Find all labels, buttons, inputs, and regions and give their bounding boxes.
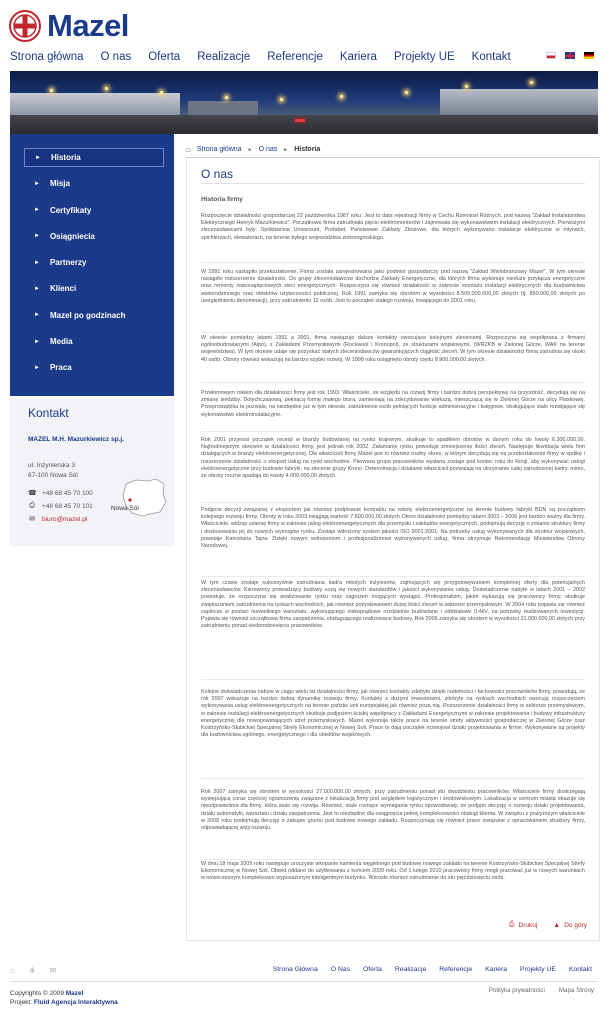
bullet-icon: ► (34, 285, 40, 292)
contact-address (28, 461, 78, 480)
banner-lamp (50, 89, 53, 92)
sidebar-item-misja[interactable] (24, 174, 164, 193)
footer-nav-about[interactable]: O Nas (330, 966, 350, 973)
bullet-icon: ► (34, 259, 40, 266)
sidebar-item-label: Klienci (49, 284, 77, 294)
contact-title: Kontakt (28, 406, 69, 420)
paragraph-divider (201, 502, 585, 503)
contact-box (10, 398, 174, 546)
contact-email-link[interactable]: biuro@mazel.pl (42, 515, 88, 523)
phone-icon: ☎ (28, 490, 37, 497)
page-title: O nas (201, 167, 234, 181)
paragraph-divider (201, 431, 585, 432)
footer-divider (10, 981, 598, 982)
contact-fax (28, 502, 93, 510)
mail-icon: ✉ (29, 516, 35, 523)
footer-nav-eu-projects[interactable]: Projekty UE (520, 966, 556, 973)
footer-nav-contact[interactable]: Kontakt (568, 966, 592, 973)
paragraph-divider (201, 679, 585, 680)
logo[interactable] (9, 10, 129, 42)
footer-nav-offer[interactable]: Oferta (363, 966, 382, 973)
content-actions (509, 921, 587, 929)
sidebar-item-label: Partnerzy (49, 258, 87, 268)
home-icon[interactable]: ⌂ (186, 145, 191, 154)
contact-phone (28, 489, 93, 497)
back-to-top-button[interactable] (553, 921, 587, 929)
footer-icons (10, 966, 56, 975)
project-agency-link[interactable]: Fluid Agencja Interaktywna (33, 999, 118, 1006)
history-paragraph: Rozpoczęcie działalności gospodarczej 22 października 1987 roku. Jest to data rejestracji firmy w Cechu Rzemiosł Różnych, pod nazwą "Zakład Instalatorstwa Elektrycznego Henryk Mazurkiewicz". Początkowo firma zatrudniała pięciu elektromonterów i zajmowała się wykonawstwem instalacji elektrycznych. Pierwszymi zleceniodawcami były: Spółdzielnia Universum, Prefabet, Państwowe Zakłady Zbożowe, dla których wykonywano instalacje elektryczne w młynach, spichlerzach, elewatorach, na terenie byłego województwa zielonogórskiego. (201, 213, 585, 241)
bullet-icon: ► (35, 154, 41, 161)
paragraph-divider (201, 262, 585, 263)
nav-career[interactable]: Kariera (339, 51, 377, 63)
section-title: Historia firmy (201, 196, 243, 203)
banner-lamp (530, 81, 533, 84)
paragraph-divider (201, 576, 585, 577)
nav-home[interactable]: Strona główna (10, 51, 84, 63)
sidebar-item-po-godzinach[interactable] (24, 306, 164, 325)
paragraph-divider (201, 332, 585, 333)
contact-phone-value: +48 68 45 70 100 (42, 489, 93, 497)
bullet-icon: ► (34, 180, 40, 187)
breadcrumb-separator-icon: ► (247, 146, 253, 153)
footer-bar (10, 963, 598, 977)
bullet-icon: ► (34, 364, 40, 371)
print-button[interactable] (509, 921, 537, 929)
banner-lamp (225, 96, 228, 99)
sidebar-item-media[interactable] (24, 332, 164, 351)
sidebar-item-klienci[interactable] (24, 279, 164, 298)
sidebar-item-praca[interactable] (24, 358, 164, 377)
nav-eu-projects[interactable]: Projekty UE (393, 51, 455, 63)
history-paragraph: Rok 2001 przynosi początek recesji w branży budowlanej na rynku krajowym, skutkuje to spadkiem obrotów w danym roku do kwoty 6.300.000,00. Najtrudniejszym okresem w działalności firmy, jest jednak rok 2002. Załamanie rynku powoduje zmniejszenie ilości zleceń. Następuje likwidacja wielu firm działających w branży elektroenergetycznej. Dla właścicieli firmy Mazel jest to również trudny okres, w którym decydują się na przekształcenie firmy w spółkę i rozszerzenie działalności o eksport usług na rynki wschodnie. Pierwsza grupa pracowników wysłana zostaje pod koniec roku do Rosji, aby wykonywać usługi elektroenergetyczne przy budowie fabryki, na zlecenie grupy Krono. Determinacja i działanie właścicieli pozwalają na utrzymanie całej zatrudnionej kadry, mimo, że obroty roczne spadają do kwoty 4.000.000,00 złotych. (201, 437, 585, 480)
footer-nav-references[interactable]: Referencje (439, 966, 473, 973)
arrow-up-icon: ▲ (553, 921, 561, 929)
footer-nav-career[interactable]: Kariera (485, 966, 508, 973)
fax-icon: ⎙ (29, 502, 35, 509)
banner-lamp (160, 91, 163, 94)
nav-projects[interactable]: Realizacje (197, 51, 251, 63)
footer-nav (273, 966, 592, 973)
sidebar-item-label: Misja (49, 179, 70, 189)
paragraph-divider (201, 859, 585, 860)
bullet-icon: ► (34, 338, 40, 345)
nav-contact[interactable]: Kontakt (471, 51, 511, 63)
sidebar-item-label: Osiągniecia (49, 231, 95, 241)
history-paragraph: W okresie pomiędzy latami 1991 a 2001, firma nawiązuje dalsze kontakty owocujące kolejnymi zleceniami. Rozpoczyna się współpraca z firmami ogólnobudowlanymi (Alpo), z Zakładami Przemysłowymi (Rockwool i Kronopol), ze strukturami wojskowymi, (WRZKB w Zielonej Górze, WAK na terenie województwa). W tym okresie udaje się pozyskać stałych zleceniodawców gwarantujących ciągłość zleceń. W tym okresie działalności firma zatrudnia się około 40 osób. Obroty również wskazują na bardzo szybki rozwój. W 1998 roku osiągnięto obroty rzędu 8.900.000,00 złotych. (201, 335, 585, 363)
header-banner (10, 71, 598, 134)
banner-building-mid (188, 101, 258, 115)
home-icon[interactable]: ⌂ (10, 965, 15, 975)
sidebar-item-label: Media (49, 337, 73, 347)
banner-lamp (405, 91, 408, 94)
title-divider (201, 183, 585, 184)
main-nav (10, 51, 528, 63)
banner-lamp (465, 85, 468, 88)
paragraph-divider (201, 382, 585, 383)
sidebar-item-certyfikaty[interactable] (24, 201, 164, 220)
pl-flag-icon[interactable] (546, 52, 556, 59)
contact-city: 67-100 Nowa Sól (28, 471, 78, 479)
banner-lamp (105, 87, 108, 90)
sidebar-nav (10, 134, 174, 396)
breadcrumb-divider (186, 157, 600, 158)
banner-car (295, 119, 305, 122)
language-switcher (546, 52, 594, 59)
copyright-text: Copyrights © 2009 (10, 990, 64, 997)
contact-company: MAZEL M.H. Mazurkiewicz sp.j. (28, 436, 124, 443)
history-paragraph: W tym czasie zostaje sukcesywnie zatrudniana kadra młodych inżynierów, zajmujących się przygotowywaniem kompletnej oferty dla potencjalnych zleceniodawców. Kierownicy prowadzący budowy uczą się nowych standardów i jakości wykonywania usług. Doświadczenie nabyte w latach 2001 – 2002 powoduje, że rozpoczyna się analizowanie rynku oraz zagrożeń mogących wystąpić. Profesjonalizm, jakim wykazują się pracownicy firmy, skutkuje zwiększaniem zatrudnienia na rynkach wschodnich, jak również pozyskiwaniem dużej ilości zleceń w sektorze przemysłowym. W 2004 roku pojawia się również zaplecze w postaci niewielkiego warsztatu, wykonującego niskoprądowe rozdzielnie budowlane i oddziałowe 0,4kV, na potrzeby realizowanych inwestycji. Pojawia się również szczątkowa firma zaopatrzenia, obsługującego realizowane budowy. Rok 2006 zamyka się obrotem w wysokości 21.000.000,00 złotych przy zatrudnieniu ponad siedemdziesięciu pracowników. (201, 580, 585, 630)
main-content (186, 159, 600, 941)
bullet-icon: ► (34, 207, 40, 214)
sidebar-item-osiagniecia[interactable] (24, 227, 164, 246)
banner-lamp (280, 98, 283, 101)
printer-icon: ⎙ (508, 921, 515, 928)
footer-nav-projects[interactable]: Realizacje (394, 966, 427, 973)
en-flag-icon[interactable] (565, 52, 575, 59)
sidebar-item-partnerzy[interactable] (24, 253, 164, 272)
de-flag-icon[interactable] (584, 52, 594, 59)
breadcrumb-separator-icon: ► (283, 146, 289, 153)
copyright-brand: Mazel (65, 990, 84, 997)
contact-email (28, 515, 87, 523)
banner-building-left (10, 93, 180, 115)
sitemap-link[interactable]: Mapa Strony (558, 987, 594, 994)
banner-road (10, 115, 598, 134)
sitemap-icon[interactable]: ⋔ (28, 965, 36, 975)
history-paragraph: Podjęcie decyzji związanej z eksportem jak również podpisanie kontraktu na roboty elektroenergetyczne na terenie budowy fabryki BDN są początkiem kolejnego rozwoju firmy. Obroty w roku 2003 osiągają wartość 7.600.000,00 złotych.Okres działalności pomiędzy latami 2003 – 2006 jest bardzo ważny dla firmy. Właściciele, widząc szansę firmy w zakresie usług elektroenergetycznych dla przemysłu i zakładów energetycznych, podejmują decyzję o zmianie struktury firmy i dostosowaniu jej do nowych wymogów rynku. Zostaje wdrożony system jakości ISO 9001:2001. Na potrzeby usług wykonywanych dla struktur wojskowych, powstaje Kancelaria Tajna. Dzięki nowym wdrożeniom i profesjonalizmowi wykonywanych usług, firma otrzymuje Rekomendację Ministerstwa Obrony Narodowej. (201, 507, 585, 550)
bullet-icon: ► (34, 233, 40, 240)
cross-circle-icon (9, 10, 41, 42)
breadcrumb (186, 145, 320, 154)
nav-about[interactable]: O nas (100, 51, 132, 63)
legal-links (489, 987, 594, 994)
breadcrumb-parent[interactable]: O nas (258, 146, 278, 153)
mail-icon[interactable]: ✉ (49, 965, 57, 975)
breadcrumb-home[interactable]: Strona główna (196, 146, 242, 153)
history-paragraph: Kolejne doświadczenia nabyte w ciągu wielu lat działalności firmy, jak również kontakty zdobyte dzięki rzetelności i fachowości pracowników firmy, powodują, że rok 2007 wskazuje na bardzo dobrą dynamikę rozwoju firmy. Kontakty z dużymi inwestorami, zdobyte na rynkach wschodnich owocują rozpoczęciem wykonywania usług elektroenergetycznych na terenie państw unii europejskiej jak również poza nią. Rozszerzenie działalności firmy w sektorze przemysłowym, w zakresie instalacji elektroenergetycznych skutkuje podjęciem ścisłej współpracy z Zakładami Energetycznymi w zakresie projektowania i budowy infrastruktury energetycznej dla nowopowstających stref przemysłowych. Mazel wykonuje także prace na terenie strefy aktywności gospodarczej w Zielonej Górze oraz Kostrzyńsko-Słubickiej Specjalnej Strefy Ekonomicznej w Nowej Soli. Prace te dają początek rozwojowi działu projektowania w firmie. Wykonywane są projekty dla budownictwa ogólnego, energetycznego i dla obiektów wojskowych. (201, 689, 585, 739)
print-label: Drukuj (518, 921, 538, 929)
top-label: Do góry (564, 921, 587, 929)
privacy-policy-link[interactable]: Polityka prywatności (488, 987, 545, 994)
footer-nav-home[interactable]: Strona Główna (272, 966, 318, 973)
nav-offer[interactable]: Oferta (148, 51, 181, 63)
map-label: Nowa Sól (111, 505, 139, 512)
copyright (10, 989, 118, 1007)
history-paragraph: Przełomowym rokiem dla działalności firmy jest rok 1993. Właściciele, ze względu na rozwój firmy i bardzo dobrą perspektywę na przyszłość, decydują się na zmianę siedziby. Dotychczasową, pełniącą formę małego biura, zamieniają na zdecydowanie większą, mieszczącą się w Zielonej Górze na ulicy Piaskowej. Przeprowadzka ta pozwala, na niezbędne już w tym okresie, zatrudnienie osób pełniących funkcje administracyjne i księgowe, obsługujące stale rozwijające się wykonawstwo elektroinstalacyjne. (201, 390, 585, 418)
history-paragraph: W 1991 roku nastąpiło przekształcenie. Firma została zarejestrowana jako podmiot gospodarczy pod nazwą "Zakład Wielobranżowy Mazel". W tym okresie nastąpiło rozszerzenie działalności. Do grupy zleceniodawców dochodzą Zakłady Energetyczne, dla których firma wykonuje nieduże przyłącza energetyczne oraz remonty niskonapięciowych sieci energetycznych. Rozpoczyna się również działalność w zakresie montażu instalacji elektrycznych dla budownictwa wielorodzinnego oraz obiektów użyteczności publicznej. Rok 1991 zamyka się obrotem w wysokości 8.500.000.000,00 złotych (tj. 850.000,00 złotych po uwzględnieniu denominacji), przy zatrudnieniu 12 osób. Jest to początek stałego rozwoju, trwającego do 2001 roku. (201, 269, 585, 304)
paragraph-divider (201, 778, 585, 779)
sidebar-item-label: Mazel po godzinach (49, 310, 126, 320)
contact-fax-value: +48 68 45 70 101 (42, 502, 93, 510)
project-label: Projekt: (10, 999, 33, 1006)
sidebar-item-label: Praca (49, 363, 72, 373)
sidebar-item-label: Certyfikaty (49, 205, 92, 215)
history-paragraph: Rok 2007 zamyka się obrotem w wysokości 27.000.000,00 złotych, przy zatrudnieniu ponad stu dwudziestu pracowników. Właściciele firmy dostrzegają występującą coraz częściej ograniczenia związane z lokalizacją firmy pod względem logistycznym i środowiskowym. Lokalizacja w centrum miasta okazuje się nieodpowiednia dla firmy, która stale się rozwija. Również, stale rosnące wymagania rynku spowodowały, że podjęto decyzję o rozwoju działu projektowania, działu automatyki, warsztatu i działu zaopatrzenia. Jest to niezbędne dla osiągnięcia pełnej kompleksowości obsługi klienta. W związku z powyższym właściciele w 2008 roku podejmują decyzję o zakupie gruntu pod budowę nowego zakładu. Rozpoczynają się również prace związane z opracowaniem struktury firmy, odpowiadającej wizji rozwoju. (201, 789, 585, 832)
breadcrumb-current: Historia (294, 146, 321, 153)
sidebar-item-historia[interactable] (24, 148, 164, 167)
contact-street: ul. Inżynierska 3 (28, 462, 75, 469)
banner-lamp (340, 95, 343, 98)
history-paragraph: W dniu 18 maja 2009 roku następuje uroczyste wkopanie kamienia węgielnego pod budowę nowego zakładu na terenie Kostrzyńsko-Słubickiej Specjalnej Strefy Ekonomicznej w Nowej Soli. Obiekt oddano do użytkowania z końcem 2009 roku. Od 1 lutego 2010 pracownicy firmy mogli pracować już w nowych warunkach w nowoczesnym kompleksowo wyposażonym inteligentnym budynku. Wzrosło również zatrudnienie do stu pięćdziesięciu osób. (201, 861, 585, 882)
logo-text: Mazel (47, 8, 129, 43)
sidebar (10, 134, 174, 396)
bullet-icon: ► (34, 312, 40, 319)
nav-references[interactable]: Referencje (267, 51, 323, 63)
banner-building-right (440, 89, 598, 115)
sidebar-item-label: Historia (50, 153, 81, 162)
